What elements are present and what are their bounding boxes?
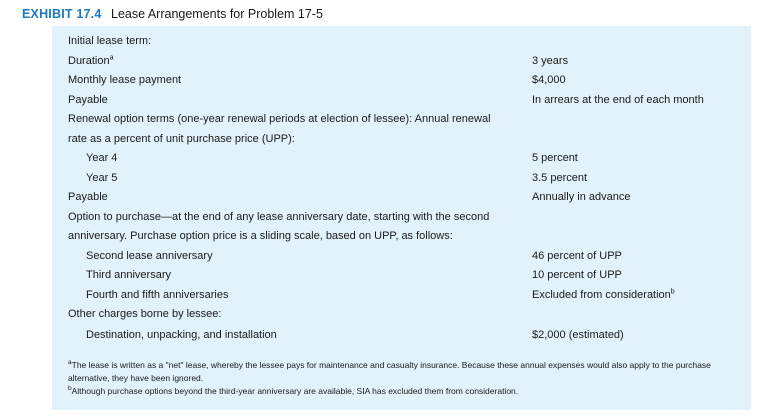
row-second-anniversary xyxy=(52,247,751,267)
row-renewal-terms-line2 xyxy=(52,130,751,150)
footnote-ref-a: a xyxy=(109,53,114,61)
row-value: 3.5 percent xyxy=(532,171,588,184)
row-label: Renewal option terms (one-year renewal periods at election of lessee): Annual renewal xyxy=(68,113,491,125)
row-label: Third anniversary xyxy=(86,269,171,281)
row-label: anniversary. Purchase option price is a sliding scale, based on UPP, as follows: xyxy=(68,230,453,242)
footnote-a xyxy=(68,359,738,385)
row-label: Monthly lease payment xyxy=(68,74,182,86)
lease-arrangements-panel xyxy=(52,26,751,410)
row-label: Destination, unpacking, and installation xyxy=(86,329,277,341)
row-value: $2,000 (estimated) xyxy=(532,329,624,341)
row-value: Annually in advance xyxy=(532,191,631,203)
exhibit-label: EXHIBIT 17.4 xyxy=(22,7,102,21)
row-label: Fourth and fifth anniversaries xyxy=(86,288,229,301)
row-value: In arrears at the end of each month xyxy=(532,93,704,106)
row-third-anniversary xyxy=(52,266,751,286)
row-fourth-fifth-anniversaries xyxy=(52,286,751,306)
row-purchase-option-line2 xyxy=(52,227,751,247)
row-value: $4,000 xyxy=(532,74,566,86)
row-value: 10 percent of UPP xyxy=(532,269,622,281)
row-payable-annually xyxy=(52,188,751,208)
row-value: 3 years xyxy=(532,54,569,67)
footnote-ref-b: b xyxy=(670,287,675,295)
row-year-4 xyxy=(52,149,751,169)
row-value: 46 percent of UPP xyxy=(532,249,622,262)
row-purchase-option-line1 xyxy=(52,208,751,228)
footnote-marker: a xyxy=(68,359,72,367)
row-label: Year 5 xyxy=(86,171,118,184)
exhibit-title: Lease Arrangements for Problem 17-5 xyxy=(111,7,323,21)
row-payable-monthly xyxy=(52,91,751,111)
row-renewal-terms-line1 xyxy=(52,110,751,130)
footnote-marker: b xyxy=(68,385,72,393)
row-label: Year 4 xyxy=(86,152,118,164)
row-initial-lease-term xyxy=(52,32,751,52)
row-label: Initial lease term: xyxy=(68,35,152,47)
footnote-b xyxy=(68,385,738,398)
row-monthly-lease-payment xyxy=(52,71,751,91)
row-value: Excluded from consideration$^b$ xyxy=(532,287,675,301)
row-label: Option to purchase—at the end of any lease anniversary date, starting with the second xyxy=(68,210,490,223)
row-label: Other charges borne by lessee: xyxy=(68,308,222,320)
row-value: 5 percent xyxy=(532,152,578,164)
footnote-text: Although purchase options beyond the third-year anniversary are available, SIA has excluded them from consideration. xyxy=(71,386,519,396)
row-duration xyxy=(52,52,751,72)
row-destination-installation xyxy=(52,326,751,346)
row-label: Duration$^a$ xyxy=(68,53,114,67)
row-other-charges xyxy=(52,305,751,325)
row-label: Payable xyxy=(68,191,108,203)
row-label: Payable xyxy=(68,93,108,106)
footnote-text: The lease is written as a "net" lease, whereby the lessee pays for maintenance and casualty insurance. Because these annual expenses would also apply to the purchase alternative, they have been ignored. xyxy=(68,360,711,383)
row-year-5 xyxy=(52,169,751,189)
row-label: Second lease anniversary xyxy=(86,249,213,262)
row-label: rate as a percent of unit purchase price (UPP): xyxy=(68,132,295,145)
exhibit-header xyxy=(22,6,323,22)
